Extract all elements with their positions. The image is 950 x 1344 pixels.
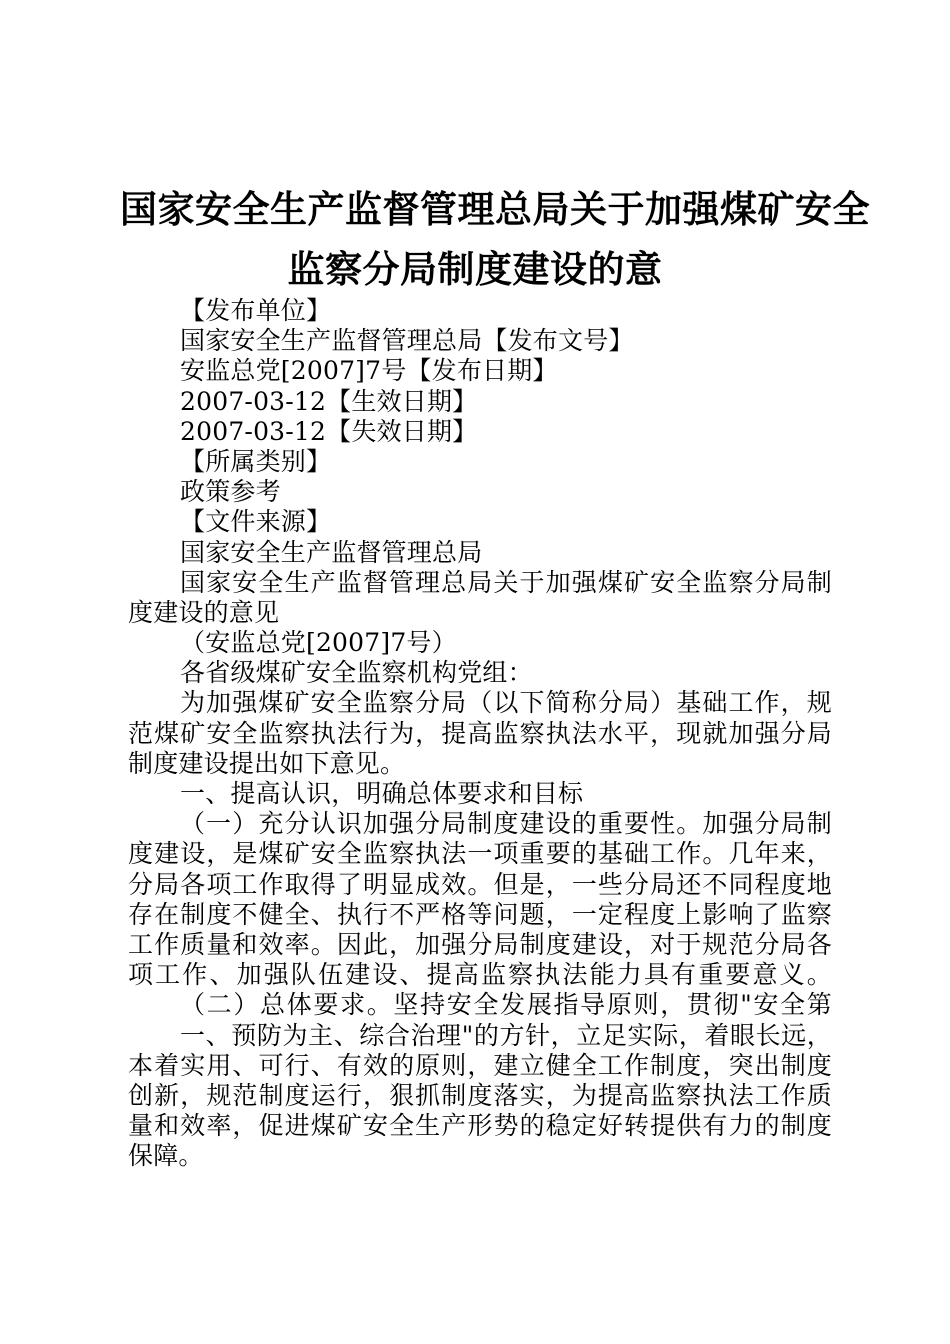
body-line: （二）总体要求。坚持安全发展指导原则，贯彻"安全第 [180, 990, 832, 1020]
body-line: 国家安全生产监督管理总局 [180, 537, 483, 567]
document-body [128, 296, 832, 1171]
body-line: 项工作、加强队伍建设、提高监察执法能力具有重要意义。 [128, 960, 832, 990]
body-line: 制度建设提出如下意见。 [128, 748, 406, 778]
body-line: 一、提高认识，明确总体要求和目标 [180, 779, 584, 808]
body-line: 度建设，是煤矿安全监察执法一项重要的基础工作。几年来， [128, 839, 832, 869]
body-line: 国家安全生产监督管理总局【发布文号】 [180, 326, 634, 356]
body-line: 国家安全生产监督管理总局关于加强煤矿安全监察分局制 [180, 567, 832, 597]
body-line: 【所属类别】 [180, 446, 332, 476]
body-line: 【发布单位】 [180, 296, 332, 325]
body-line: 量和效率，促进煤矿安全生产形势的稳定好转提供有力的制度 [128, 1111, 832, 1141]
body-line: 创新，规范制度运行，狠抓制度落实，为提高监察执法工作质 [128, 1080, 832, 1110]
body-line: （一）充分认识加强分局制度建设的重要性。加强分局制 [180, 809, 832, 839]
body-line: 分局各项工作取得了明显成效。但是，一些分局还不同程度地 [128, 869, 832, 899]
body-line: （安监总党[2007]7号） [180, 628, 457, 658]
body-line: 政策参考 [180, 477, 281, 507]
body-line: 保障。 [128, 1141, 204, 1171]
body-line: 为加强煤矿安全监察分局（以下简称分局）基础工作，规 [180, 688, 832, 718]
body-line: 存在制度不健全、执行不严格等问题，一定程度上影响了监察 [128, 899, 832, 929]
document-title-line-2: 监察分局制度建设的意 [287, 248, 663, 291]
body-line: 2007-03-12【生效日期】 [180, 386, 478, 416]
body-line: 【文件来源】 [180, 507, 332, 537]
body-line: 工作质量和效率。因此，加强分局制度建设，对于规范分局各 [128, 929, 832, 959]
document-title-line-1: 国家安全生产监督管理总局关于加强煤矿安全 [120, 188, 870, 231]
body-line: 各省级煤矿安全监察机构党组： [180, 658, 533, 688]
body-line: 本着实用、可行、有效的原则，建立健全工作制度，突出制度 [128, 1050, 832, 1080]
body-line: 安监总党[2007]7号【发布日期】 [180, 356, 558, 386]
body-line: 2007-03-12【失效日期】 [180, 416, 478, 446]
body-line: 一、预防为主、综合治理"的方针，立足实际，着眼长远， [180, 1020, 832, 1050]
body-line: 范煤矿安全监察执法行为，提高监察执法水平，现就加强分局 [128, 718, 832, 748]
body-line: 度建设的意见 [128, 597, 280, 627]
